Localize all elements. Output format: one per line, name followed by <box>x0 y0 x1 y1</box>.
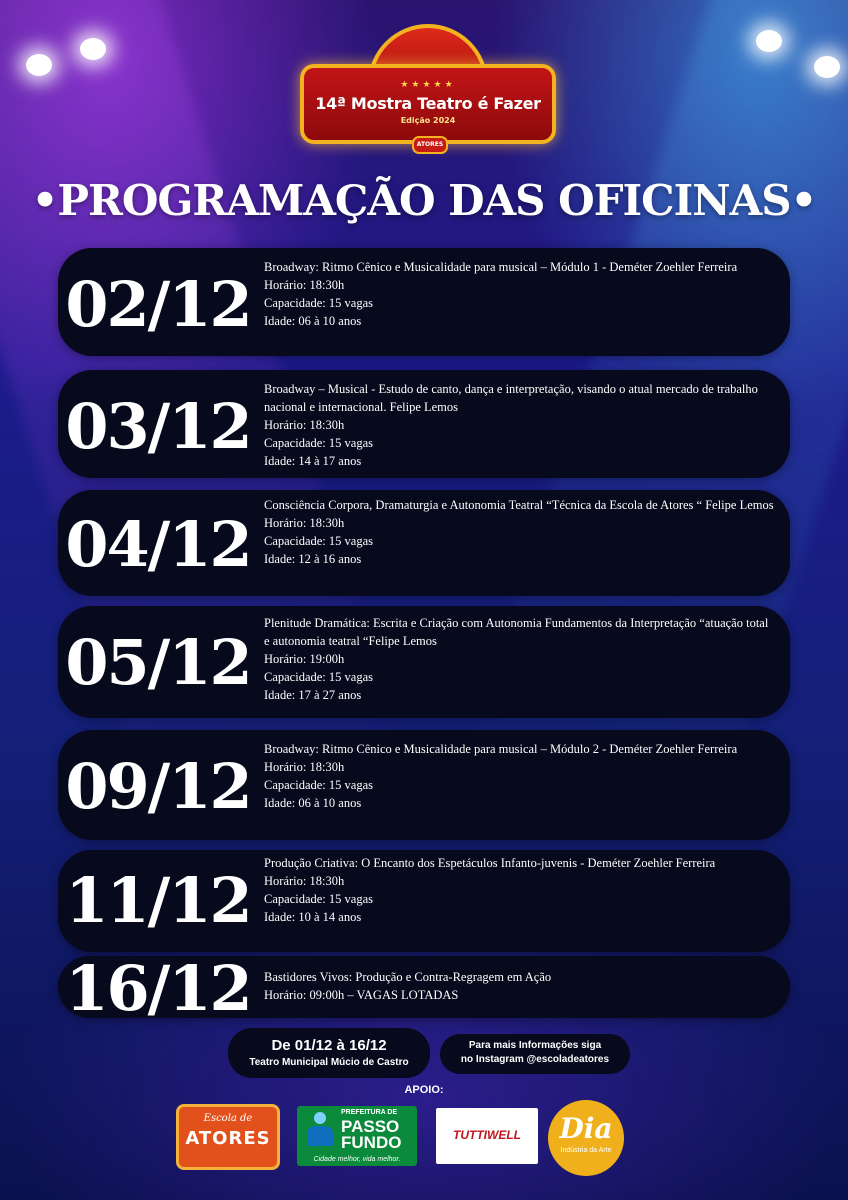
session-detail-line: Horário: 18:30h <box>264 760 345 774</box>
session-date: 16/12 <box>65 952 251 1025</box>
session-detail-line: Idade: 10 à 14 anos <box>264 910 362 924</box>
session-detail-line: Capacidade: 15 vagas <box>264 892 373 906</box>
session-detail-line: Consciência Corpora, Dramaturgia e Autonomia Teatral “Técnica da Escola de Atores “ Felipe Lemos <box>264 498 774 512</box>
session-detail-line: Horário: 18:30h <box>264 516 345 530</box>
stage-light-icon <box>26 54 52 76</box>
session-details <box>264 968 774 1004</box>
session-row <box>58 606 790 718</box>
session-detail-line: Horário: 09:00h – VAGAS LOTADAS <box>264 988 459 1002</box>
session-detail-line: Horário: 18:30h <box>264 874 345 888</box>
session-detail-line: Bastidores Vivos: Produção e Contra-Regragem em Ação <box>264 970 552 984</box>
sponsors-label: APOIO: <box>404 1084 444 1096</box>
tuttiwell-logo <box>436 1108 538 1164</box>
escola-main-text: ATORES <box>185 1128 271 1149</box>
instagram-info-pill <box>440 1034 630 1074</box>
session-date: 11/12 <box>65 864 251 937</box>
session-details <box>264 854 774 926</box>
info-line-2: no Instagram @escoladeatores <box>460 1054 610 1065</box>
session-row <box>58 248 790 356</box>
passo-main-1: PASSO <box>341 1117 400 1136</box>
prefeitura-passo-fundo-logo <box>297 1106 417 1166</box>
session-details <box>264 614 774 704</box>
session-date: 05/12 <box>65 626 251 699</box>
session-detail-line: Horário: 18:30h <box>264 278 345 292</box>
session-row <box>58 490 790 596</box>
session-detail-line: Idade: 06 à 10 anos <box>264 314 362 328</box>
session-details <box>264 496 774 568</box>
session-detail-line: Capacidade: 15 vagas <box>264 778 373 792</box>
session-date: 03/12 <box>65 390 251 463</box>
info-line-1: Para mais Informações siga <box>468 1040 602 1051</box>
dia-logo <box>548 1100 624 1176</box>
session-detail-line: Broadway – Musical - Estudo de canto, dança e interpretação, visando o atual mercado de trabalho nacional e internacional. Felipe Lemos <box>264 382 758 414</box>
session-details <box>264 258 774 330</box>
passo-main-2: FUNDO <box>341 1133 402 1152</box>
stage-light-icon <box>814 56 840 78</box>
venue-text: Teatro Municipal Múcio de Castro <box>249 1057 409 1068</box>
session-detail-line: Idade: 17 à 27 anos <box>264 688 362 702</box>
page-headline: •PROGRAMAÇÃO DAS OFICINAS• <box>31 176 817 225</box>
session-date: 02/12 <box>65 268 251 341</box>
escola-de-atores-logo <box>176 1104 280 1170</box>
event-title: 14ª Mostra Teatro é Fazer <box>315 94 541 113</box>
marquee-badge: ATORES <box>412 136 448 154</box>
tuttiwell-text: TUTTIWELL <box>453 1128 521 1142</box>
session-detail-line: Capacidade: 15 vagas <box>264 296 373 310</box>
session-row <box>58 730 790 840</box>
session-details <box>264 740 774 812</box>
session-date: 09/12 <box>65 750 251 823</box>
person-icon <box>307 1112 333 1148</box>
dia-text: Dia <box>559 1112 613 1145</box>
session-detail-line: Capacidade: 15 vagas <box>264 436 373 450</box>
session-detail-line: Idade: 12 à 16 anos <box>264 552 362 566</box>
session-detail-line: Horário: 19:00h <box>264 652 345 666</box>
marquee-stars: ★★★★★ <box>400 80 456 90</box>
session-detail-line: Idade: 06 à 10 anos <box>264 796 362 810</box>
passo-top-text: PREFEITURA DE <box>341 1109 398 1116</box>
escola-top-text: Escola de <box>203 1113 253 1124</box>
session-row <box>58 850 790 952</box>
session-detail-line: Broadway: Ritmo Cênico e Musicalidade para musical – Módulo 1 - Deméter Zoehler Ferreira <box>264 260 738 274</box>
session-detail-line: Plenitude Dramática: Escrita e Criação com Autonomia Fundamentos da Interpretação “atuação total e autonomia teatral “Felipe Lemos <box>264 616 769 648</box>
event-marquee-logo <box>300 24 556 156</box>
session-row <box>58 952 790 1025</box>
session-row <box>58 370 790 478</box>
session-detail-line: Produção Criativa: O Encanto dos Espetáculos Infanto-juvenis - Deméter Zoehler Ferreira <box>264 856 716 870</box>
period-text: De 01/12 à 16/12 <box>271 1037 387 1054</box>
session-date: 04/12 <box>65 508 251 581</box>
session-detail-line: Broadway: Ritmo Cênico e Musicalidade para musical – Módulo 2 - Deméter Zoehler Ferreira <box>264 742 738 756</box>
passo-tagline: Cidade melhor, vida melhor. <box>313 1156 401 1163</box>
session-detail-line: Horário: 18:30h <box>264 418 345 432</box>
stage-light-icon <box>80 38 106 60</box>
stage-light-icon <box>756 30 782 52</box>
event-edition: Edição 2024 <box>400 116 456 125</box>
session-detail-line: Capacidade: 15 vagas <box>264 670 373 684</box>
dia-tagline: Indústria da Arte <box>560 1147 612 1154</box>
session-detail-line: Capacidade: 15 vagas <box>264 534 373 548</box>
session-detail-line: Idade: 14 à 17 anos <box>264 454 362 468</box>
session-details <box>264 380 774 470</box>
period-pill <box>228 1028 430 1078</box>
